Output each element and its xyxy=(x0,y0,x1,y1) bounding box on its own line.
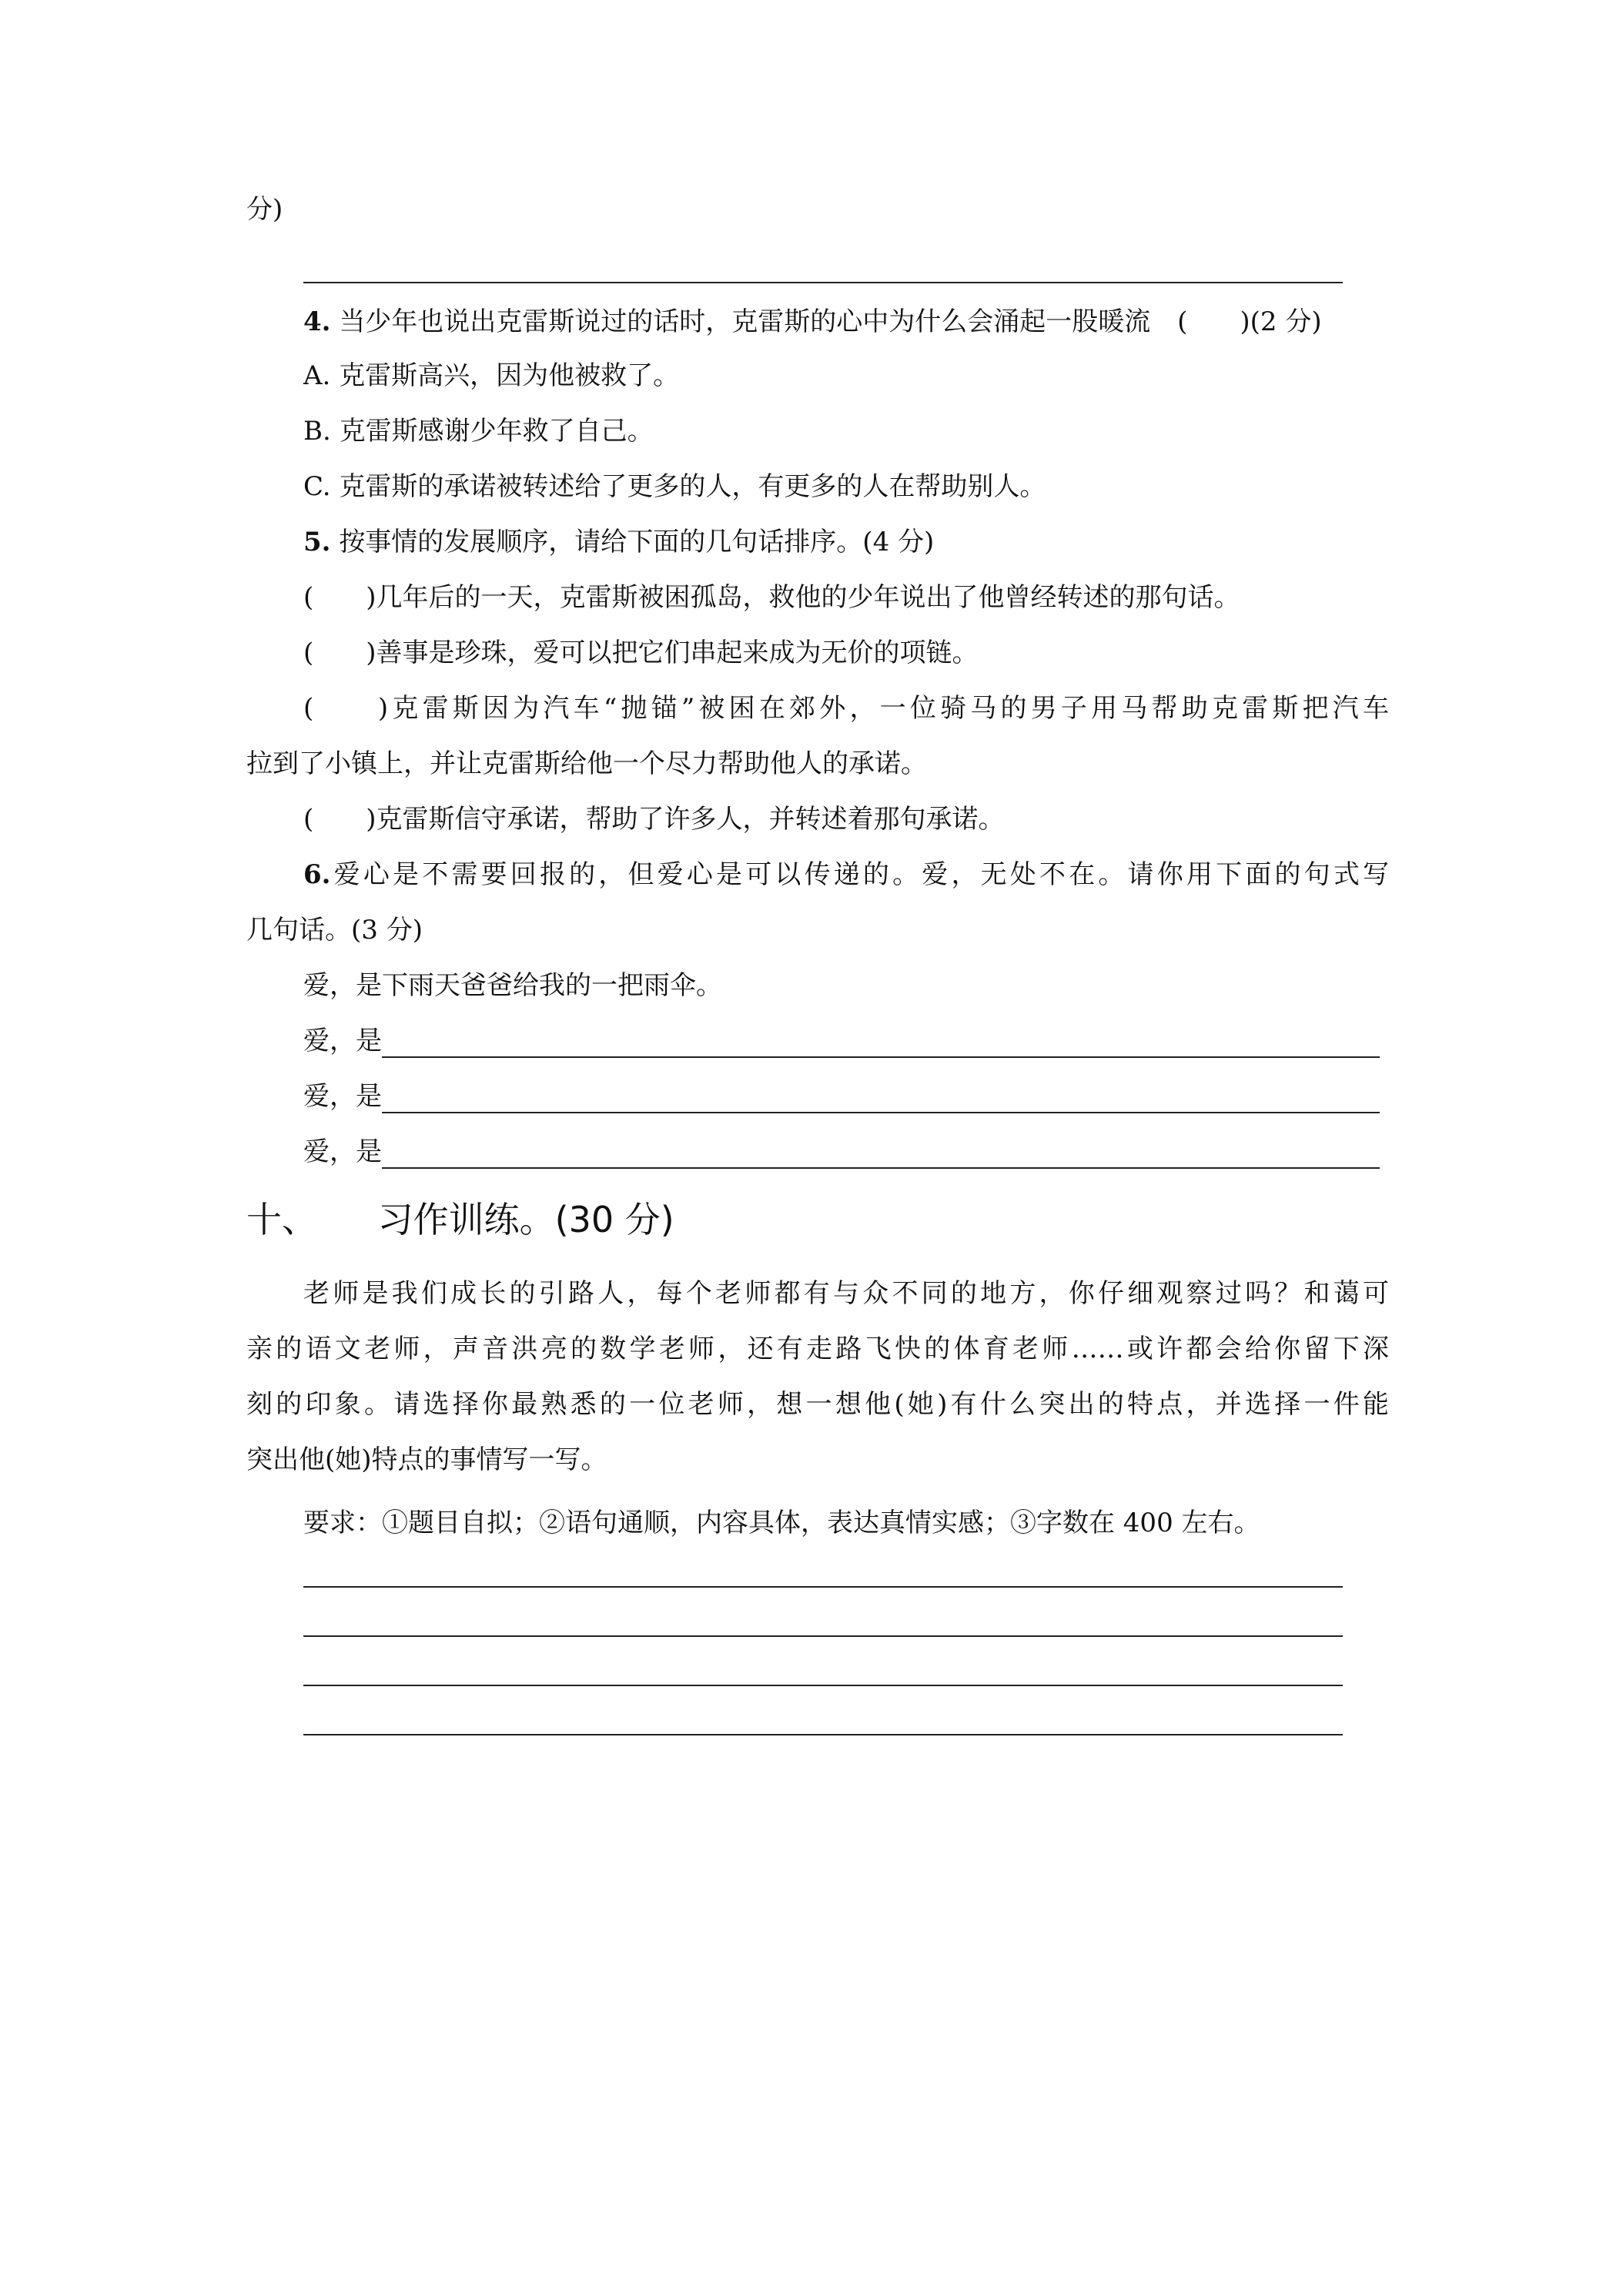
requirements: 要求：①题目自拟；②语句通顺，内容具体，表达真情实感；③字数在 400 左右。 xyxy=(303,1508,1260,1538)
carryover-fragment: 分) xyxy=(246,194,283,225)
section-heading xyxy=(246,1198,674,1241)
question-number: 5. xyxy=(303,527,331,557)
writing-line[interactable] xyxy=(303,1635,1343,1637)
prompt-paragraph-line-3: 刻的印象。请选择你最熟悉的一位老师，想一想他(她)有什么突出的特点，并选择一件能 xyxy=(246,1389,1389,1420)
writing-line[interactable] xyxy=(303,1685,1343,1686)
option-a: A. 克雷斯高兴，因为他被救了。 xyxy=(303,360,680,391)
answer-line[interactable] xyxy=(382,1083,1380,1113)
order-item-3-continued: 拉到了小镇上，并让克雷斯给他一个尽力帮助他人的承诺。 xyxy=(246,748,927,779)
section-title: 习作训练。(30 分) xyxy=(377,1199,674,1240)
prompt-paragraph-line-2: 亲的语文老师，声音洪亮的数学老师，还有走路飞快的体育老师……或许都会给你留下深 xyxy=(246,1334,1389,1364)
order-item-4[interactable]: ( )克雷斯信守承诺，帮助了许多人，并转述着那句承诺。 xyxy=(303,804,1005,835)
sentence-prompt-1 xyxy=(303,1024,1380,1058)
sentence-prompt-2 xyxy=(303,1079,1380,1113)
question-text: 按事情的发展顺序，请给下面的几句话排序。(4 分) xyxy=(339,527,935,557)
question-6-continued: 几句话。(3 分) xyxy=(246,915,423,946)
question-text: 爱心是不需要回报的，但爱心是可以传递的。爱，无处不在。请你用下面的句式写 xyxy=(330,859,1389,890)
order-item-2[interactable]: ( )善事是珍珠，爱可以把它们串起来成为无价的项链。 xyxy=(303,638,979,668)
question-6 xyxy=(303,858,1389,892)
answer-line[interactable] xyxy=(382,1138,1380,1169)
question-number: 6. xyxy=(303,859,331,890)
question-text: 当少年也说出克雷斯说过的话时，克雷斯的心中为什么会涌起一股暖流 xyxy=(339,306,1151,337)
order-item-3[interactable]: ( )克雷斯因为汽车“抛锚”被困在郊外，一位骑马的男子用马帮助克雷斯把汽车 xyxy=(303,693,1389,724)
writing-line[interactable] xyxy=(303,1586,1343,1588)
answer-blank[interactable]: ( )(2 分) xyxy=(1177,306,1322,337)
prompt-text: 爱，是 xyxy=(303,1136,382,1167)
order-item-1[interactable]: ( )几年后的一天，克雷斯被困孤岛，救他的少年说出了他曾经转述的那句话。 xyxy=(303,582,1240,613)
question-number: 4. xyxy=(303,306,331,337)
prompt-text: 爱，是 xyxy=(303,1081,382,1112)
sentence-prompt-3 xyxy=(303,1135,1380,1169)
option-b: B. 克雷斯感谢少年救了自己。 xyxy=(303,416,654,447)
answer-line[interactable] xyxy=(382,1027,1380,1058)
writing-line[interactable] xyxy=(303,1734,1343,1735)
question-5 xyxy=(303,525,934,559)
question-4 xyxy=(303,305,1322,339)
prompt-paragraph-line-4: 突出他(她)特点的事情写一写。 xyxy=(246,1444,607,1475)
example-sentence: 爱，是下雨天爸爸给我的一把雨伞。 xyxy=(303,970,722,1001)
answer-line[interactable] xyxy=(303,282,1343,283)
section-number: 十、 xyxy=(246,1199,317,1240)
option-c: C. 克雷斯的承诺被转述给了更多的人，有更多的人在帮助别人。 xyxy=(303,471,1046,502)
prompt-text: 爱，是 xyxy=(303,1026,382,1056)
prompt-paragraph-line-1: 老师是我们成长的引路人，每个老师都有与众不同的地方，你仔细观察过吗？和蔼可 xyxy=(303,1278,1389,1309)
